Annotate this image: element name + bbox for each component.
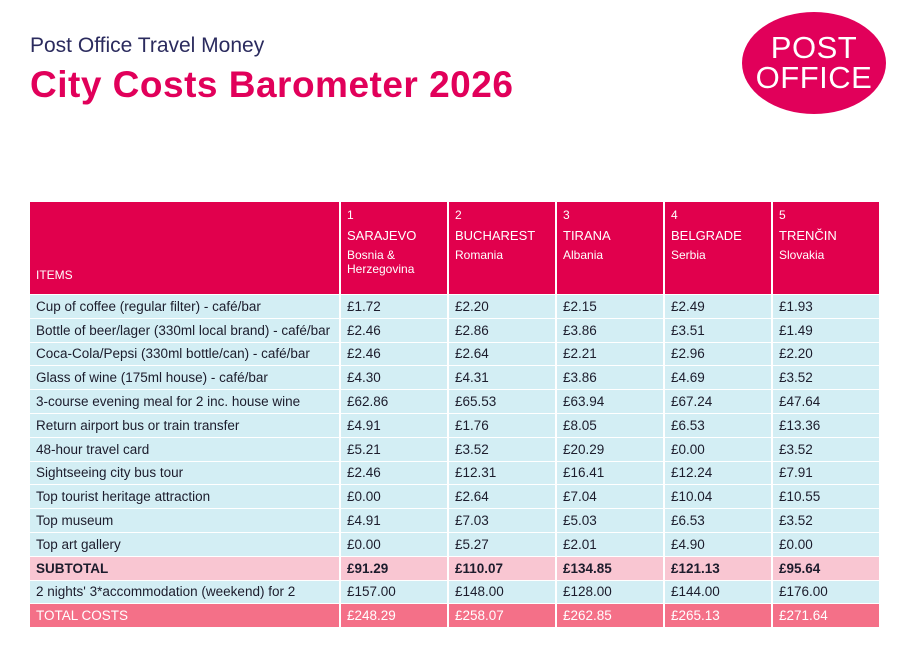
cost-cell: £1.49 <box>773 319 879 342</box>
cost-cell: £6.53 <box>665 414 771 437</box>
cost-cell: £2.46 <box>341 343 447 366</box>
item-label: Sightseeing city bus tour <box>30 462 339 485</box>
table-row <box>30 390 879 413</box>
city-name: TIRANA <box>563 228 611 243</box>
cost-cell: £91.29 <box>341 557 447 580</box>
table-row <box>30 533 879 556</box>
table-row <box>30 343 879 366</box>
item-label: Coca-Cola/Pepsi (330ml bottle/can) - café/bar <box>30 343 339 366</box>
item-label: 2 nights' 3*accommodation (weekend) for 2 <box>30 581 339 604</box>
total-row <box>30 604 879 627</box>
table-row <box>30 438 879 461</box>
cost-cell: £3.51 <box>665 319 771 342</box>
cost-cell: £3.86 <box>557 319 663 342</box>
cost-cell: £6.53 <box>665 509 771 532</box>
cost-cell: £144.00 <box>665 581 771 604</box>
cost-cell: £5.03 <box>557 509 663 532</box>
cost-cell: £12.31 <box>449 462 555 485</box>
logo-line-1: POST <box>770 30 858 65</box>
item-label: Top art gallery <box>30 533 339 556</box>
cost-cell: £13.36 <box>773 414 879 437</box>
cost-cell: £157.00 <box>341 581 447 604</box>
cost-cell: £4.69 <box>665 366 771 389</box>
cost-cell: £148.00 <box>449 581 555 604</box>
cost-cell: £0.00 <box>665 438 771 461</box>
logo-line-2: OFFICE <box>755 60 873 95</box>
cost-cell: £3.52 <box>773 438 879 461</box>
city-rank: 3 <box>563 208 570 222</box>
cost-cell: £248.29 <box>341 604 447 627</box>
table-row <box>30 295 879 318</box>
page-title: City Costs Barometer 2026 <box>30 64 514 105</box>
cost-cell: £7.03 <box>449 509 555 532</box>
city-column-header <box>557 202 663 294</box>
city-name: TRENČIN <box>779 228 837 243</box>
cost-cell: £2.15 <box>557 295 663 318</box>
cost-cell: £4.90 <box>665 533 771 556</box>
table-row <box>30 462 879 485</box>
cost-cell: £271.64 <box>773 604 879 627</box>
cost-cell: £128.00 <box>557 581 663 604</box>
items-column-header: ITEMS <box>30 202 339 294</box>
cost-cell: £65.53 <box>449 390 555 413</box>
cost-cell: £4.31 <box>449 366 555 389</box>
cost-cell: £134.85 <box>557 557 663 580</box>
cost-cell: £8.05 <box>557 414 663 437</box>
cost-cell: £3.86 <box>557 366 663 389</box>
page-subtitle: Post Office Travel Money <box>30 34 265 57</box>
subtotal-row <box>30 557 879 580</box>
item-label: Bottle of beer/lager (330ml local brand) - café/bar <box>30 319 339 342</box>
cost-cell: £3.52 <box>773 366 879 389</box>
post-office-logo <box>742 12 886 114</box>
cost-cell: £62.86 <box>341 390 447 413</box>
cost-cell: £7.04 <box>557 485 663 508</box>
country-name: Romania <box>455 248 504 262</box>
cost-cell: £47.64 <box>773 390 879 413</box>
city-column-header <box>773 202 879 294</box>
cost-cell: £7.91 <box>773 462 879 485</box>
table-row <box>30 414 879 437</box>
cost-cell: £5.27 <box>449 533 555 556</box>
country-name: Serbia <box>671 248 706 262</box>
cost-cell: £2.64 <box>449 485 555 508</box>
table-row <box>30 366 879 389</box>
city-rank: 2 <box>455 208 462 222</box>
cost-cell: £20.29 <box>557 438 663 461</box>
table-row <box>30 509 879 532</box>
item-label: TOTAL COSTS <box>30 604 339 627</box>
table-row <box>30 485 879 508</box>
cost-cell: £2.01 <box>557 533 663 556</box>
cost-cell: £4.91 <box>341 509 447 532</box>
cost-cell: £16.41 <box>557 462 663 485</box>
city-costs-table <box>28 201 881 628</box>
cost-cell: £121.13 <box>665 557 771 580</box>
city-column-header <box>449 202 555 294</box>
table-header <box>30 202 879 294</box>
accommodation-row <box>30 581 879 604</box>
cost-cell: £12.24 <box>665 462 771 485</box>
cost-cell: £5.21 <box>341 438 447 461</box>
item-label: 48-hour travel card <box>30 438 339 461</box>
cost-cell: £1.76 <box>449 414 555 437</box>
cost-cell: £2.86 <box>449 319 555 342</box>
cost-cell: £1.72 <box>341 295 447 318</box>
cost-cell: £110.07 <box>449 557 555 580</box>
country-name: Albania <box>563 248 604 262</box>
table-body <box>30 295 879 627</box>
cost-cell: £4.91 <box>341 414 447 437</box>
cost-cell: £2.20 <box>773 343 879 366</box>
city-column-header <box>665 202 771 294</box>
cost-cell: £0.00 <box>341 533 447 556</box>
cost-cell: £10.04 <box>665 485 771 508</box>
item-label: 3-course evening meal for 2 inc. house wine <box>30 390 339 413</box>
city-name: BELGRADE <box>671 228 742 243</box>
item-label: Glass of wine (175ml house) - café/bar <box>30 366 339 389</box>
cost-cell: £2.46 <box>341 319 447 342</box>
cost-cell: £95.64 <box>773 557 879 580</box>
cost-cell: £2.64 <box>449 343 555 366</box>
city-rank: 5 <box>779 208 786 222</box>
cost-cell: £10.55 <box>773 485 879 508</box>
country-name: Slovakia <box>779 248 825 262</box>
cost-cell: £265.13 <box>665 604 771 627</box>
cost-cell: £1.93 <box>773 295 879 318</box>
cost-cell: £2.49 <box>665 295 771 318</box>
city-name: BUCHAREST <box>455 228 536 243</box>
city-name: SARAJEVO <box>347 228 417 243</box>
item-label: Cup of coffee (regular filter) - café/bar <box>30 295 339 318</box>
cost-cell: £67.24 <box>665 390 771 413</box>
cost-cell: £258.07 <box>449 604 555 627</box>
city-rank: 1 <box>347 208 354 222</box>
cost-cell: £2.46 <box>341 462 447 485</box>
item-label: Return airport bus or train transfer <box>30 414 339 437</box>
item-label: Top tourist heritage attraction <box>30 485 339 508</box>
item-label: Top museum <box>30 509 339 532</box>
cost-cell: £2.96 <box>665 343 771 366</box>
city-column-header <box>341 202 447 294</box>
cost-cell: £262.85 <box>557 604 663 627</box>
cost-cell: £63.94 <box>557 390 663 413</box>
cost-cell: £4.30 <box>341 366 447 389</box>
cost-cell: £176.00 <box>773 581 879 604</box>
cost-cell: £3.52 <box>449 438 555 461</box>
cost-cell: £0.00 <box>341 485 447 508</box>
cost-cell: £2.21 <box>557 343 663 366</box>
cost-cell: £2.20 <box>449 295 555 318</box>
cost-cell: £3.52 <box>773 509 879 532</box>
country-name: Bosnia & Herzegovina <box>347 248 415 276</box>
cost-cell: £0.00 <box>773 533 879 556</box>
city-rank: 4 <box>671 208 678 222</box>
item-label: SUBTOTAL <box>30 557 339 580</box>
table-row <box>30 319 879 342</box>
